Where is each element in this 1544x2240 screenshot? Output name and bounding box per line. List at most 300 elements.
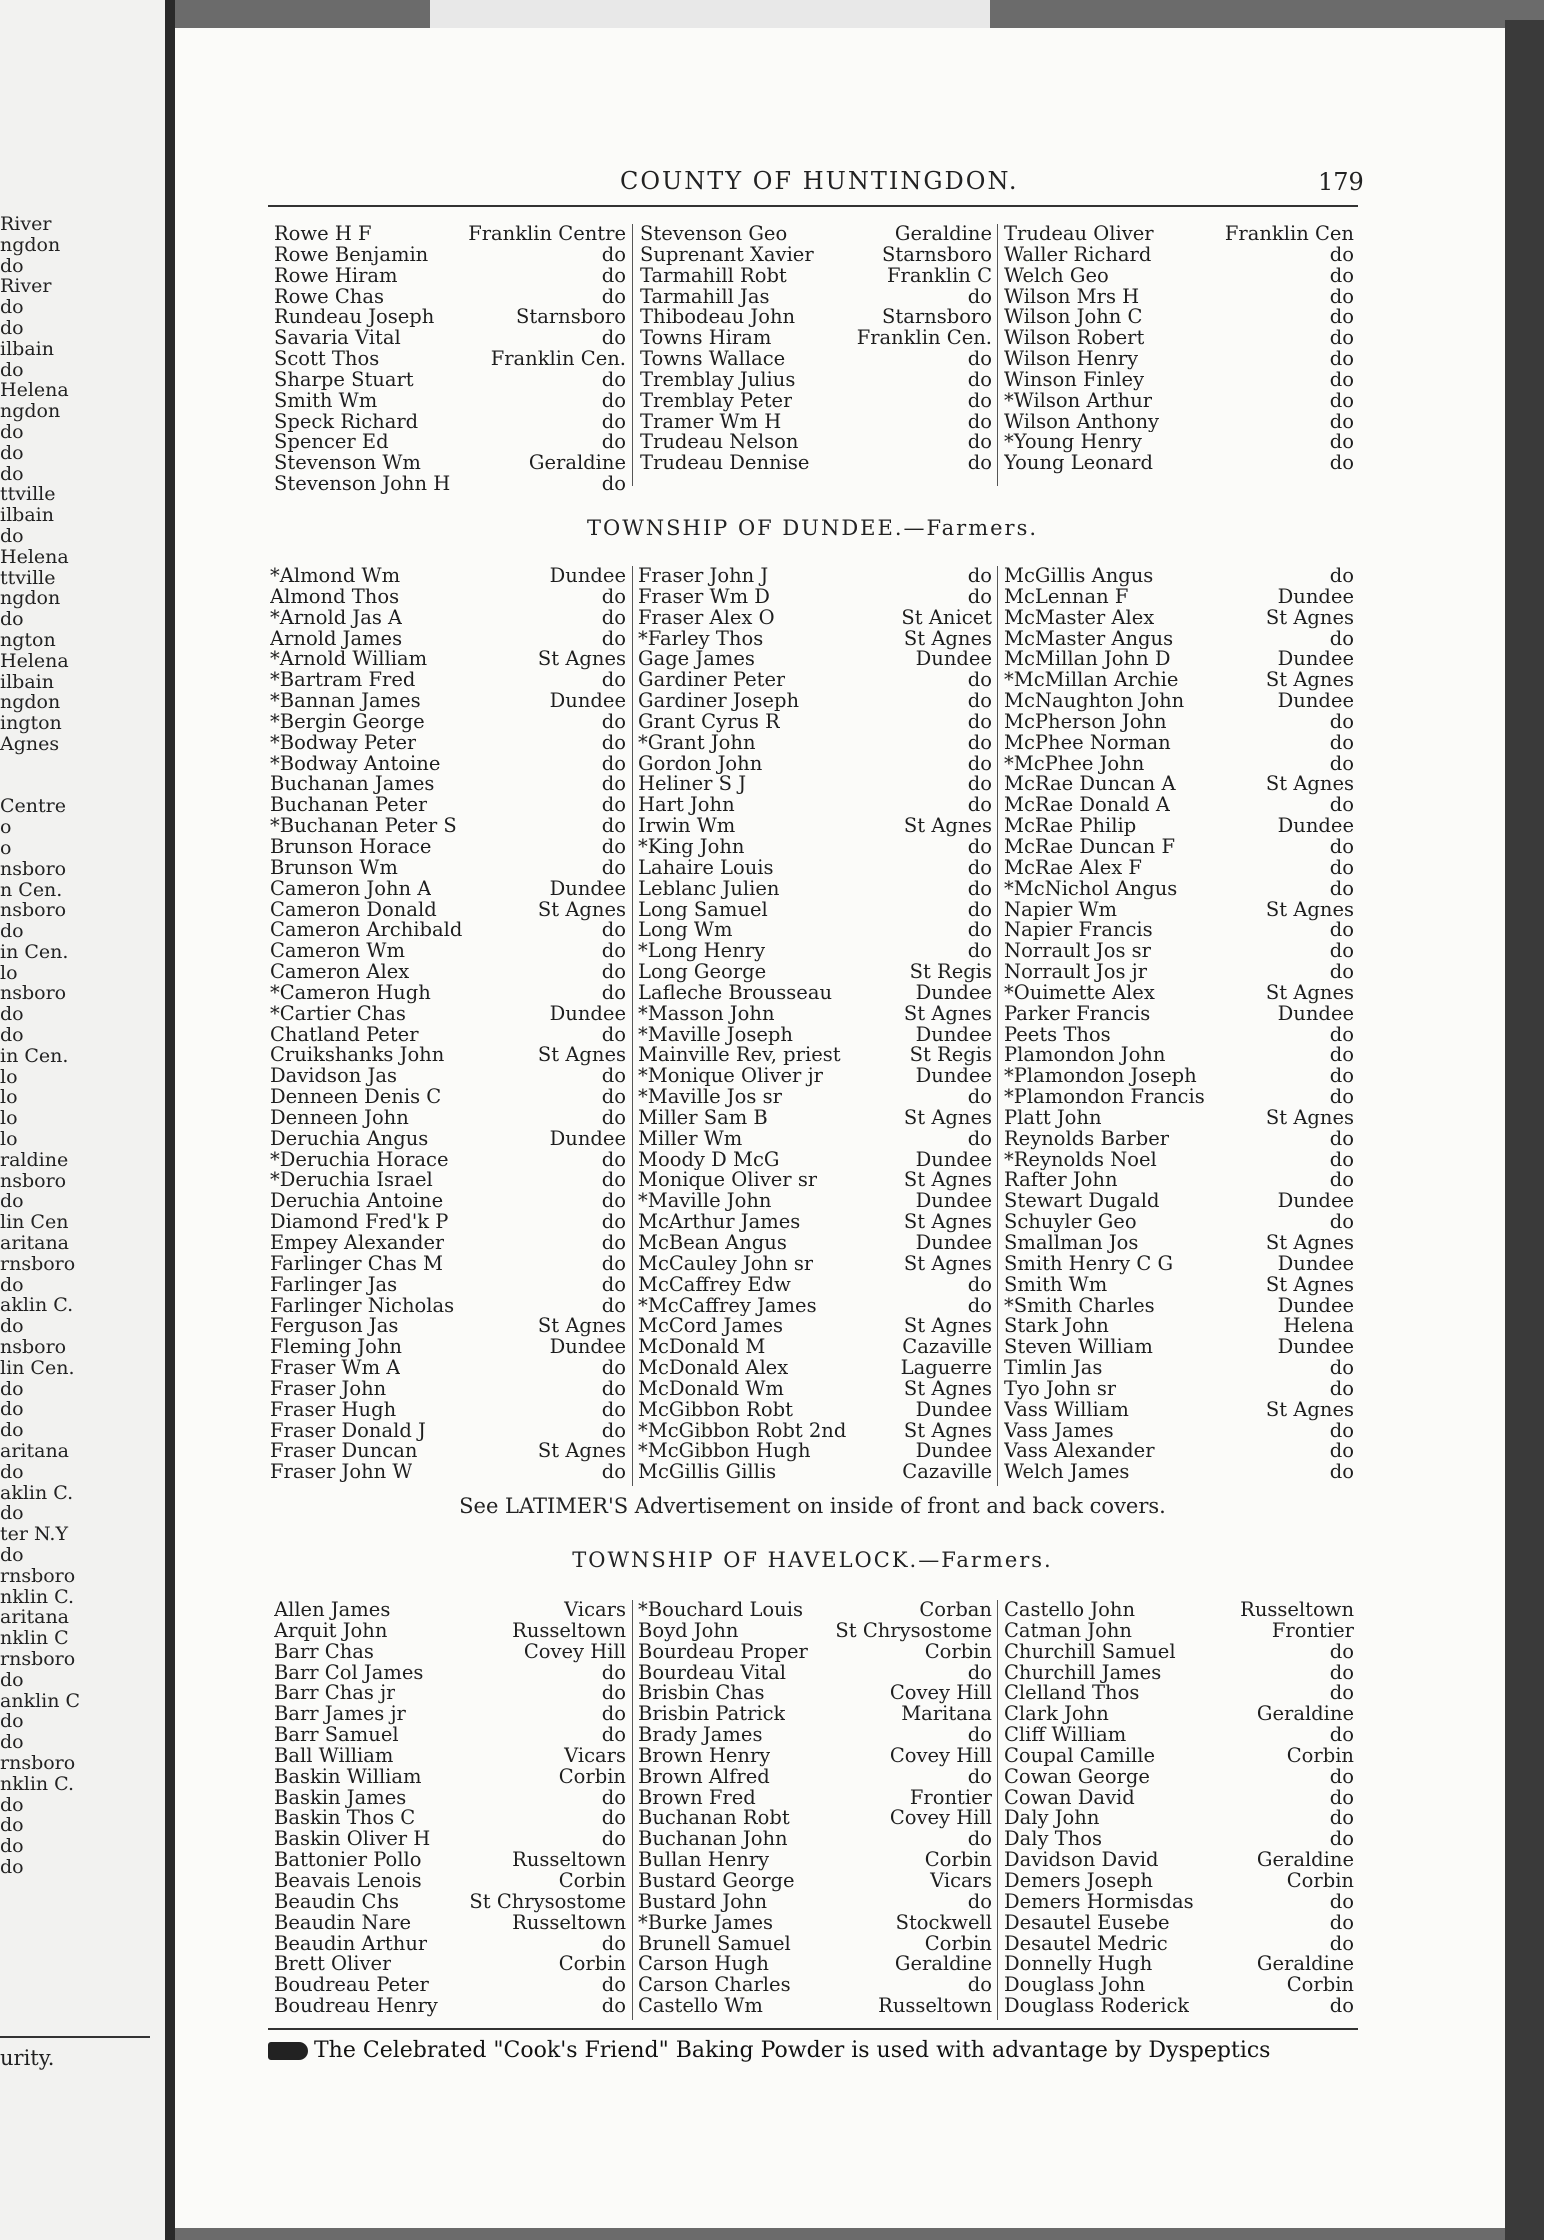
facing-page-line: lin Cen <box>0 1211 69 1234</box>
entry-place: do <box>967 347 992 371</box>
entry-place: do <box>967 668 992 692</box>
facing-page-rule <box>0 2036 150 2038</box>
entry-place: do <box>601 409 626 433</box>
facing-page-line: in Cen. <box>0 1044 69 1067</box>
entry-name: McMaster Alex <box>1004 607 1155 629</box>
facing-page-line: nklin C. <box>0 1772 75 1795</box>
column-divider <box>632 1600 633 2020</box>
entry-name: Bourdeau Vital <box>638 1662 787 1684</box>
entry-place: do <box>1329 1639 1354 1663</box>
facing-page-line: River <box>0 275 52 298</box>
entry-name: Fraser John J <box>638 566 769 587</box>
directory-entry <box>1004 1212 1354 1233</box>
directory-entry <box>638 1829 992 1850</box>
directory-entry <box>1004 1910 1354 1934</box>
directory-entry <box>1004 691 1354 712</box>
entry-name: Carson Hugh <box>638 1954 769 1976</box>
directory-entry <box>638 1954 992 1975</box>
entry-name: Demers Hormisdas <box>1004 1891 1194 1913</box>
entry-place: do <box>967 751 992 775</box>
entry-name: *Almond Wm <box>270 566 401 587</box>
directory-entry <box>1004 1743 1354 1767</box>
entry-name: Welch Geo <box>1004 265 1109 287</box>
entry-name: Tremblay Peter <box>640 390 793 412</box>
directory-entry <box>638 1170 992 1191</box>
entry-name: Sharpe Stuart <box>274 369 414 391</box>
facing-page-line: rnsboro <box>0 1751 76 1774</box>
entry-name: Stewart Dugald <box>1004 1191 1160 1213</box>
entry-place: do <box>601 709 626 733</box>
directory-entry <box>1004 1397 1354 1421</box>
facing-page-line: ilbain <box>0 670 54 693</box>
entry-name: *Reynolds Noel <box>1004 1149 1157 1171</box>
entry-place: do <box>601 584 626 608</box>
entry-place: do <box>1329 1827 1354 1851</box>
facing-page-line: n Cen. <box>0 878 63 901</box>
entry-name: *Plamondon Joseph <box>1004 1066 1197 1088</box>
directory-entry <box>274 1829 626 1850</box>
directory-entry <box>274 1808 626 1829</box>
directory-entry <box>1004 1376 1354 1400</box>
entry-place: Dundee <box>1277 584 1354 608</box>
entry-place: do <box>1329 1418 1354 1442</box>
facing-page-line: nsboro <box>0 899 67 922</box>
entry-name: McGibbon Robt <box>638 1399 793 1421</box>
facing-page-line <box>0 776 150 797</box>
entry-name: Schuyler Geo <box>1004 1212 1137 1233</box>
entry-name: Bustard John <box>638 1891 768 1913</box>
entry-name: Cruikshanks John <box>270 1045 445 1067</box>
directory-entry <box>270 941 626 962</box>
entry-place: do <box>601 939 626 963</box>
entry-place: do <box>601 855 626 879</box>
directory-entry <box>270 816 626 837</box>
entry-name: Rundeau Joseph <box>274 307 435 329</box>
entry-name: *Maville Jos sr <box>638 1087 782 1108</box>
directory-entry <box>270 1233 626 1254</box>
entry-name: Stevenson John H <box>274 474 451 495</box>
facing-page-line: Agnes <box>0 732 60 755</box>
entry-place: Geraldine <box>1256 1848 1354 1872</box>
entry-name: Catman John <box>1004 1620 1132 1642</box>
entry-name: Vass Alexander <box>1004 1441 1155 1463</box>
entry-name: Churchill Samuel <box>1004 1641 1176 1663</box>
facing-page-line: in Cen. <box>0 940 69 963</box>
directory-entry <box>1004 1126 1354 1150</box>
entry-place: do <box>1329 1764 1354 1788</box>
entry-name: Rowe H F <box>274 224 372 245</box>
entry-place: Corbin <box>924 1639 992 1663</box>
entry-name: Savaria Vital <box>274 328 401 350</box>
directory-entry <box>1004 876 1354 900</box>
entry-name: Fraser Duncan <box>270 1441 418 1463</box>
directory-entry <box>1004 1975 1354 1996</box>
directory-entry <box>1004 649 1354 670</box>
entry-name: *McCaffrey James <box>638 1295 817 1317</box>
entry-place: do <box>601 1994 626 2018</box>
entry-name: *Maville Joseph <box>638 1024 793 1046</box>
entry-place: do <box>1329 1889 1354 1913</box>
directory-entry <box>274 1600 626 1621</box>
directory-entry <box>274 1618 626 1642</box>
directory-entry <box>274 1660 626 1684</box>
dundee-column-2 <box>638 566 992 1483</box>
facing-page-line: do <box>0 1398 24 1421</box>
facing-page-line: do <box>0 1731 24 1754</box>
entry-place: St Agnes <box>903 626 992 650</box>
directory-entry <box>640 224 992 245</box>
directory-entry <box>1004 1358 1354 1379</box>
entry-place: St Agnes <box>903 1168 992 1192</box>
entry-name: Norrault Jos sr <box>1004 941 1151 963</box>
entry-name: *Bergin George <box>270 711 425 733</box>
entry-name: Miller Sam B <box>638 1107 768 1129</box>
entry-name: Welch James <box>1004 1462 1130 1484</box>
directory-entry <box>638 1996 992 2017</box>
directory-entry <box>270 1170 626 1191</box>
footer-advertisement <box>268 2038 1358 2063</box>
facing-page-line: do <box>0 1190 24 1213</box>
directory-entry <box>638 1600 992 1621</box>
entry-name: Brown Henry <box>638 1745 771 1767</box>
entry-place: do <box>1329 1085 1354 1109</box>
directory-entry <box>1004 1191 1354 1212</box>
entry-place: do <box>601 605 626 629</box>
entry-place: do <box>1329 709 1354 733</box>
entry-name: Baskin William <box>274 1766 422 1788</box>
section-title-dundee: TOWNSHIP OF DUNDEE.—Farmers. <box>586 516 1039 540</box>
entry-place: do <box>1329 751 1354 775</box>
entry-name: Beaudin Nare <box>274 1912 412 1934</box>
entry-place: do <box>967 1272 992 1296</box>
entry-place: do <box>1329 409 1354 433</box>
directory-entry <box>638 1337 992 1358</box>
facing-page-line: nsboro <box>0 982 67 1005</box>
directory-entry <box>638 1808 992 1829</box>
entry-name: Buchanan Robt <box>638 1808 790 1830</box>
entry-name: *Arnold Jas A <box>270 607 403 629</box>
entry-place: Franklin C <box>886 263 992 287</box>
directory-entry <box>1004 1725 1354 1746</box>
entry-place: do <box>967 709 992 733</box>
entry-place: do <box>1329 793 1354 817</box>
entry-name: Bullan Henry <box>638 1850 770 1871</box>
entry-name: *Bartram Fred <box>270 670 416 692</box>
directory-entry <box>638 1704 992 1725</box>
entry-name: Tarmahill Jas <box>640 286 770 308</box>
directory-entry <box>1004 1147 1354 1171</box>
entry-name: Buchanan John <box>638 1829 788 1851</box>
directory-entry <box>1004 1639 1354 1663</box>
entry-name: McMaster Angus <box>1004 628 1174 650</box>
entry-place: do <box>1329 1043 1354 1067</box>
directory-entry <box>274 453 626 474</box>
directory-entry <box>270 1358 626 1379</box>
facing-page-line: ngdon <box>0 400 61 423</box>
directory-entry <box>270 897 626 921</box>
facing-page-line: do <box>0 1419 24 1442</box>
entry-place: do <box>601 918 626 942</box>
entry-name: Deruchia Angus <box>270 1128 429 1150</box>
entry-name: Denneen John <box>270 1107 409 1129</box>
entry-name: Fraser Hugh <box>270 1399 397 1421</box>
entry-place: do <box>967 1293 992 1317</box>
facing-page-line: lin Cen. <box>0 1356 75 1379</box>
facing-page-line: lo <box>0 1065 18 1088</box>
entry-name: *Buchanan Peter S <box>270 816 457 837</box>
entry-place: do <box>967 918 992 942</box>
entry-place: do <box>967 876 992 900</box>
entry-name: Cameron John A <box>270 878 432 900</box>
facing-page-line: raldine <box>0 1148 69 1171</box>
directory-entry <box>638 566 992 587</box>
entry-name: Napier Francis <box>1004 920 1153 942</box>
facing-page-line: do <box>0 1855 24 1878</box>
directory-entry <box>270 605 626 629</box>
directory-entry <box>638 649 992 670</box>
directory-entry <box>1004 795 1354 816</box>
directory-entry <box>638 605 992 629</box>
entry-name: Tramer Wm H <box>640 411 782 433</box>
entry-name: *Maville John <box>638 1191 772 1213</box>
entry-place: Starnsboro <box>516 305 626 329</box>
entry-place: Dundee <box>915 1064 992 1088</box>
facing-page-line: Helena <box>0 545 69 568</box>
entry-place: do <box>967 409 992 433</box>
directory-entry <box>1004 367 1354 391</box>
entry-name: Donnelly Hugh <box>1004 1954 1153 1976</box>
directory-entry <box>274 1954 626 1975</box>
directory-entry <box>274 1683 626 1704</box>
directory-entry <box>638 1105 992 1129</box>
footer-text: The Celebrated "Cook's Friend" Baking Powder is used with advantage by Dyspeptics <box>314 2038 1271 2063</box>
entry-place: Cazaville <box>902 1460 992 1484</box>
entry-place: do <box>601 793 626 817</box>
directory-entry <box>638 730 992 754</box>
directory-entry <box>270 670 626 691</box>
directory-entry <box>270 1045 626 1066</box>
entry-name: Cowan George <box>1004 1766 1150 1788</box>
entry-name: Gardiner Peter <box>638 670 786 692</box>
entry-place: St Agnes <box>1265 605 1354 629</box>
entry-place: St Agnes <box>1265 980 1354 1004</box>
entry-place: Vicars <box>564 1598 626 1621</box>
entry-place: St Agnes <box>903 814 992 838</box>
entry-name: Almond Thos <box>270 586 400 608</box>
facing-page-line: ilbain <box>0 504 54 527</box>
directory-entry <box>274 242 626 266</box>
entry-place: Maritana <box>901 1702 992 1726</box>
directory-entry <box>640 284 992 308</box>
directory-entry <box>638 670 992 691</box>
entry-place: Dundee <box>1277 689 1354 713</box>
entry-place: St Agnes <box>903 1418 992 1442</box>
entry-name: Platt John <box>1004 1107 1102 1129</box>
entry-name: Speck Richard <box>274 411 419 433</box>
entry-name: *Cameron Hugh <box>270 982 431 1004</box>
entry-place: Corbin <box>924 1931 992 1955</box>
entry-place: St Regis <box>909 1043 992 1067</box>
directory-entry <box>270 709 626 733</box>
entry-name: Smith Wm <box>274 390 378 412</box>
entry-place: do <box>1329 876 1354 900</box>
entry-name: Barr Chas <box>274 1641 374 1663</box>
entry-place: do <box>1329 1723 1354 1747</box>
directory-entry <box>638 1850 992 1871</box>
entry-place: do <box>601 1418 626 1442</box>
directory-entry <box>270 649 626 670</box>
entry-place: Geraldine <box>1256 1702 1354 1726</box>
entry-place: Russeltown <box>1240 1598 1354 1621</box>
entry-place: do <box>1329 284 1354 308</box>
directory-entry <box>638 897 992 921</box>
directory-entry <box>270 1022 626 1046</box>
directory-entry <box>638 1001 992 1025</box>
entry-place: Russeltown <box>512 1618 626 1642</box>
entry-name: McCord James <box>638 1316 784 1338</box>
facing-page-line: do <box>0 1835 24 1858</box>
entry-name: Cameron Donald <box>270 899 437 921</box>
facing-page-line: aklin C. <box>0 1481 74 1504</box>
directory-entry <box>1004 962 1354 983</box>
entry-name: Barr Chas jr <box>274 1683 396 1705</box>
directory-entry <box>638 584 992 608</box>
entry-place: Vicars <box>930 1868 992 1892</box>
entry-place: Covey Hill <box>889 1806 992 1830</box>
directory-entry <box>270 834 626 858</box>
entry-place: do <box>1329 1660 1354 1684</box>
facing-page-line: do <box>0 1668 24 1691</box>
entry-name: Plamondon John <box>1004 1045 1166 1067</box>
entry-name: Clelland Thos <box>1004 1683 1140 1705</box>
entry-name: Rowe Chas <box>274 286 384 308</box>
directory-entry <box>274 1910 626 1934</box>
entry-name: Baskin Thos C <box>274 1808 416 1830</box>
directory-entry <box>270 691 626 712</box>
directory-entry <box>270 1397 626 1421</box>
entry-name: Hart John <box>638 795 735 817</box>
entry-place: do <box>967 388 992 412</box>
directory-entry <box>1004 1868 1354 1892</box>
facing-page-line: anklin C <box>0 1689 81 1712</box>
facing-page-line: Helena <box>0 649 69 672</box>
directory-entry <box>1004 1600 1354 1621</box>
entry-name: Lahaire Louis <box>638 857 774 879</box>
entry-name: Cameron Alex <box>270 962 410 983</box>
entry-name: Fraser Donald J <box>270 1420 426 1442</box>
entry-name: *Grant John <box>638 732 756 754</box>
facing-page-line: ngton <box>0 628 56 651</box>
facing-page-line: do <box>0 316 24 339</box>
entry-name: Tremblay Julius <box>640 369 796 391</box>
column-divider <box>997 224 998 486</box>
facing-page-line: lo <box>0 1086 18 1109</box>
directory-entry <box>1004 670 1354 691</box>
directory-entry <box>638 1233 992 1254</box>
entry-name: Diamond Fred'k P <box>270 1212 449 1233</box>
entry-place: do <box>1329 939 1354 963</box>
directory-entry <box>1004 1293 1354 1317</box>
entry-place: do <box>967 939 992 963</box>
entry-name: Smallman Jos <box>1004 1233 1139 1254</box>
advertisement-notice: See LATIMER'S Advertisement on inside of front and back covers. <box>459 1494 1166 1518</box>
directory-entry <box>1004 1441 1354 1462</box>
entry-place: do <box>601 388 626 412</box>
directory-entry <box>1004 1087 1354 1108</box>
entry-place: do <box>1329 263 1354 287</box>
entry-place: St Agnes <box>1265 1397 1354 1421</box>
entry-name: Norrault Jos jr <box>1004 962 1148 983</box>
entry-name: Stark John <box>1004 1316 1109 1338</box>
entry-name: Brunson Wm <box>270 857 398 879</box>
entry-place: do <box>601 1931 626 1955</box>
entry-name: Rafter John <box>1004 1170 1118 1192</box>
entry-name: *Masson John <box>638 1003 775 1025</box>
book-gutter <box>165 0 175 2240</box>
directory-entry <box>638 1639 992 1663</box>
entry-name: Spencer Ed <box>274 432 389 454</box>
directory-entry <box>1004 920 1354 941</box>
directory-entry <box>270 1272 626 1296</box>
entry-name: Battonier Pollo <box>274 1850 422 1871</box>
directory-entry <box>270 1376 626 1400</box>
entry-name: Stevenson Geo <box>640 224 788 245</box>
entry-name: Brunell Samuel <box>638 1933 791 1955</box>
directory-entry <box>638 1660 992 1684</box>
entry-place: do <box>967 451 992 475</box>
directory-entry <box>274 367 626 391</box>
directory-entry <box>1004 774 1354 795</box>
directory-entry <box>1004 307 1354 328</box>
directory-entry <box>638 1931 992 1955</box>
entry-place: do <box>601 1827 626 1851</box>
entry-place: do <box>601 1064 626 1088</box>
entry-place: do <box>601 751 626 775</box>
entry-place: do <box>967 793 992 817</box>
entry-name: Brunson Horace <box>270 836 432 858</box>
facing-page-line: ter N.Y <box>0 1523 68 1546</box>
facing-page-line: do <box>0 1793 24 1816</box>
entry-place: do <box>601 242 626 266</box>
facing-page-line: nsboro <box>0 857 67 880</box>
directory-entry <box>1004 1045 1354 1066</box>
entry-place: do <box>1329 1022 1354 1046</box>
directory-entry <box>270 1337 626 1358</box>
facing-page-line: aritana <box>0 1232 70 1255</box>
directory-entry <box>640 367 992 391</box>
facing-page-line: o <box>0 816 12 839</box>
facing-page-line: do <box>0 254 24 277</box>
entry-place: Dundee <box>549 1335 626 1359</box>
entry-place: Laguerre <box>900 1356 992 1380</box>
directory-entry <box>274 1889 626 1913</box>
facing-page-line: ilbain <box>0 337 54 360</box>
directory-entry <box>1004 242 1354 266</box>
entry-name: McGillis Gillis <box>638 1462 777 1484</box>
facing-page-line: ngdon <box>0 587 61 610</box>
entry-place: Geraldine <box>894 222 992 245</box>
entry-place: Dundee <box>915 980 992 1004</box>
directory-entry <box>638 1910 992 1934</box>
directory-entry <box>1004 1251 1354 1275</box>
entry-name: Brett Oliver <box>274 1954 392 1976</box>
directory-entry <box>640 263 992 287</box>
directory-entry <box>1004 709 1354 733</box>
entry-place: do <box>1329 1147 1354 1171</box>
directory-entry <box>270 1147 626 1171</box>
entry-place: Helena <box>1283 1314 1354 1338</box>
entry-name: Ball William <box>274 1745 394 1767</box>
